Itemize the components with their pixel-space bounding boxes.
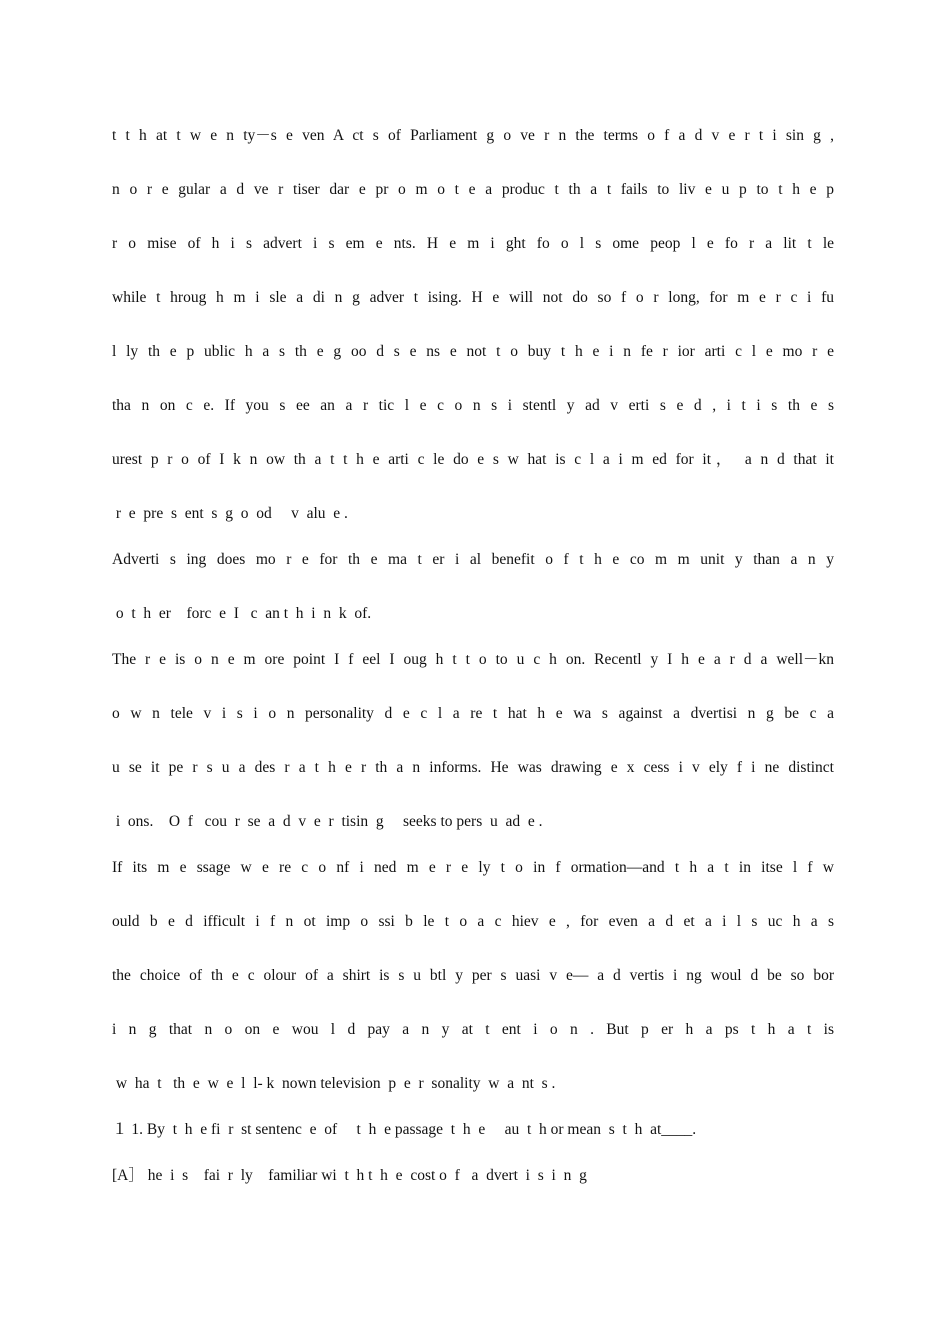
passage-line-5: l ly th e p ublic h a s th e g oo d s e ns e not t o buy t h e i n fe r ior arti c l e mo r e <box>112 343 834 360</box>
paragraph-3-line-3: u se it pe r s u a des r a t h e r th a n informs. He was drawing e x cess i v ely f i ne distinct <box>112 759 834 776</box>
paragraph-4-line-5: w ha t th e w e l l- k nown television p e r sonality w a nt s . <box>112 1075 556 1092</box>
paragraph-4-line-1: If its m e ssage w e re c o nf i ned m e r e ly t o in f ormation—and t h a t in itse l f w <box>112 859 834 876</box>
paragraph-4-line-2: ould b e d ifficult i f n ot imp o ssi b le t o a c hiev e , for even a d et a i l s uc h a s <box>112 913 834 930</box>
paragraph-3-line-2: o w n tele v i s i o n personality d e c l a re t hat h e wa s against a dvertisi n g be c a <box>112 705 834 722</box>
passage-line-1: t t h at t w e n ty－s e ven A ct s of Parliament g o ve r n the terms o f a d v e r t i sin g , <box>112 127 834 144</box>
paragraph-4-line-4: i n g that n o on e wou l d pay a n y at t ent i o n . But p er h a ps t h a t is <box>112 1021 834 1038</box>
passage-line-6: tha n on c e. If you s ee an a r tic l e c o n s i stentl y ad v erti s e d , i t i s th e s <box>112 397 834 414</box>
passage-line-2: n o r e gular a d ve r tiser dar e pr o m o t e a produc t th a t fails to liv e u p to t h e p <box>112 181 834 198</box>
paragraph-3-line-1: The r e is o n e m ore point I f eel I oug h t t o to u c h on. Recentl y I h e a r d a well－kn <box>112 651 834 668</box>
paragraph-3-line-4: i ons. O f cou r se a d v e r tisin g seeks to pers u ad e . <box>112 813 543 830</box>
paragraph-2-line-1: Adverti s ing does mo r e for th e ma t er i al benefit o f t h e co m m unit y than a n y <box>112 551 834 568</box>
passage-line-7: urest p r o of I k n ow th a t t h e arti c le do e s w hat is c l a i m ed for it， a n d that it <box>112 451 834 468</box>
question-option-a: [A］ he i s fai r ly familiar wi t h t h e cost o f a dvert i s i n g <box>112 1167 587 1184</box>
paragraph-4-line-3: the choice of th e c olour of a shirt is s u btl y per s uasi v e— a d vertis i ng woul d be so bor <box>112 967 834 984</box>
passage-line-3: r o mise of h i s advert i s em e nts. H e m i ght fo o l s ome peop l e fo r a lit t le <box>112 235 834 252</box>
passage-line-4: while t hroug h m i sle a di n g adver t ising. H e will not do so f o r long, for m e r c i fu <box>112 289 834 306</box>
question-stem: １ 1. By t h e fi r st sentenc e of t h e passage t h e au t h or mean s t h at____. <box>112 1121 697 1138</box>
passage-line-8: r e pre s ent s g o od v alu e . <box>112 505 348 522</box>
paragraph-2-line-2: o t h er forc e I c an t h i n k of. <box>112 605 372 622</box>
